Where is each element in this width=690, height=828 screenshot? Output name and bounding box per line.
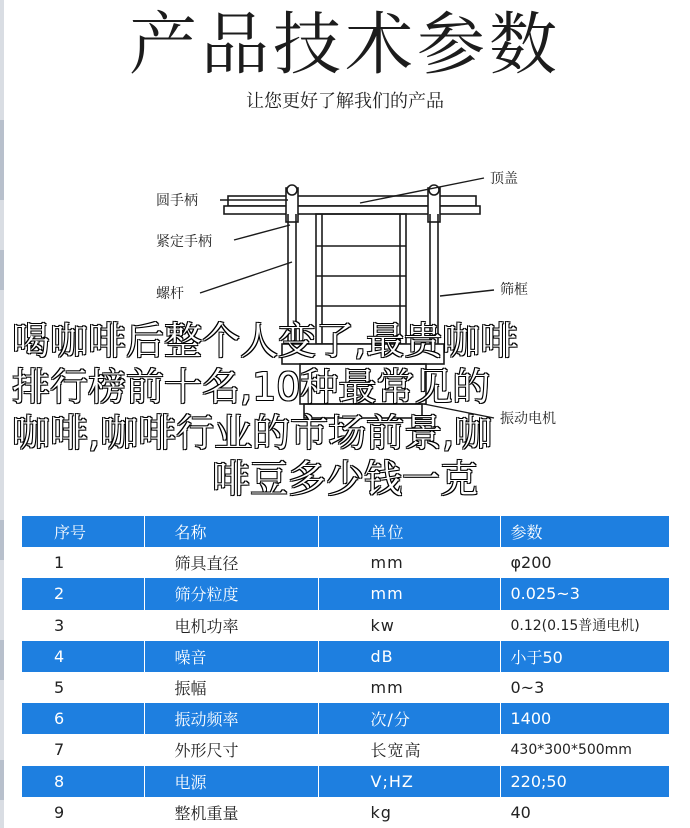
spec-table bbox=[22, 516, 670, 828]
cell-index: 2 bbox=[22, 578, 144, 609]
overlay-line: 喝咖啡后整个人变了,最贵咖啡 bbox=[12, 319, 519, 363]
cell-value: 0.12(0.15普通电机) bbox=[500, 610, 669, 641]
header-name: 名称 bbox=[144, 516, 318, 547]
table-row bbox=[22, 610, 669, 641]
cell-index: 6 bbox=[22, 703, 144, 734]
overlay-line: 排行榜前十名,10种最常见的 bbox=[12, 365, 491, 409]
cell-name: 振幅 bbox=[144, 672, 318, 703]
page-title: 产品技术参数 bbox=[128, 6, 561, 85]
cell-value: 0~3 bbox=[500, 672, 669, 703]
table-row bbox=[22, 672, 669, 703]
cell-unit: mm bbox=[318, 547, 500, 578]
cell-index: 9 bbox=[22, 797, 144, 828]
cell-name: 整机重量 bbox=[144, 797, 318, 828]
cell-name: 噪音 bbox=[144, 641, 318, 672]
label-handle: 圆手柄 bbox=[156, 193, 198, 209]
cell-value: φ200 bbox=[500, 547, 669, 578]
label-sieve-frame: 筛框 bbox=[500, 282, 528, 298]
cell-name: 振动频率 bbox=[144, 703, 318, 734]
cell-name: 外形尺寸 bbox=[144, 734, 318, 765]
page-subtitle: 让您更好了解我们的产品 bbox=[246, 91, 444, 112]
cell-value: 小于50 bbox=[500, 641, 669, 672]
label-lock-handle: 紧定手柄 bbox=[156, 234, 212, 250]
cell-unit: dB bbox=[318, 641, 500, 672]
cell-unit: mm bbox=[318, 578, 500, 609]
table-row bbox=[22, 578, 669, 609]
cell-index: 8 bbox=[22, 766, 144, 797]
cell-name: 筛分粒度 bbox=[144, 578, 318, 609]
table-row bbox=[22, 703, 669, 734]
label-motor: 振动电机 bbox=[500, 411, 556, 427]
table-header-row bbox=[22, 516, 669, 547]
cell-index: 5 bbox=[22, 672, 144, 703]
table-row bbox=[22, 547, 669, 578]
table-row bbox=[22, 734, 669, 765]
table-row bbox=[22, 641, 669, 672]
cell-name: 电机功率 bbox=[144, 610, 318, 641]
cell-unit: 次/分 bbox=[318, 703, 500, 734]
header-value: 参数 bbox=[500, 516, 669, 547]
table-row bbox=[22, 797, 669, 828]
cell-index: 4 bbox=[22, 641, 144, 672]
cell-value: 430*300*500mm bbox=[500, 734, 669, 765]
overlay-line: 咖啡,咖啡行业的市场前景,咖 bbox=[12, 411, 493, 455]
label-top-cover: 顶盖 bbox=[490, 171, 518, 187]
cell-value: 1400 bbox=[500, 703, 669, 734]
table-row bbox=[22, 766, 669, 797]
overlay-caption bbox=[0, 318, 690, 502]
cell-unit: mm bbox=[318, 672, 500, 703]
overlay-line: 啡豆多少钱一克 bbox=[211, 457, 478, 501]
cell-value: 220;50 bbox=[500, 766, 669, 797]
cell-unit: V;HZ bbox=[318, 766, 500, 797]
header-index: 序号 bbox=[22, 516, 144, 547]
header-unit: 单位 bbox=[318, 516, 500, 547]
cell-name: 筛具直径 bbox=[144, 547, 318, 578]
label-screw: 螺杆 bbox=[156, 286, 184, 302]
cell-value: 0.025~3 bbox=[500, 578, 669, 609]
cell-index: 7 bbox=[22, 734, 144, 765]
cell-unit: 长宽高 bbox=[318, 734, 500, 765]
cell-index: 1 bbox=[22, 547, 144, 578]
cell-value: 40 bbox=[500, 797, 669, 828]
cell-unit: kg bbox=[318, 797, 500, 828]
cell-name: 电源 bbox=[144, 766, 318, 797]
cell-index: 3 bbox=[22, 610, 144, 641]
cell-unit: kw bbox=[318, 610, 500, 641]
